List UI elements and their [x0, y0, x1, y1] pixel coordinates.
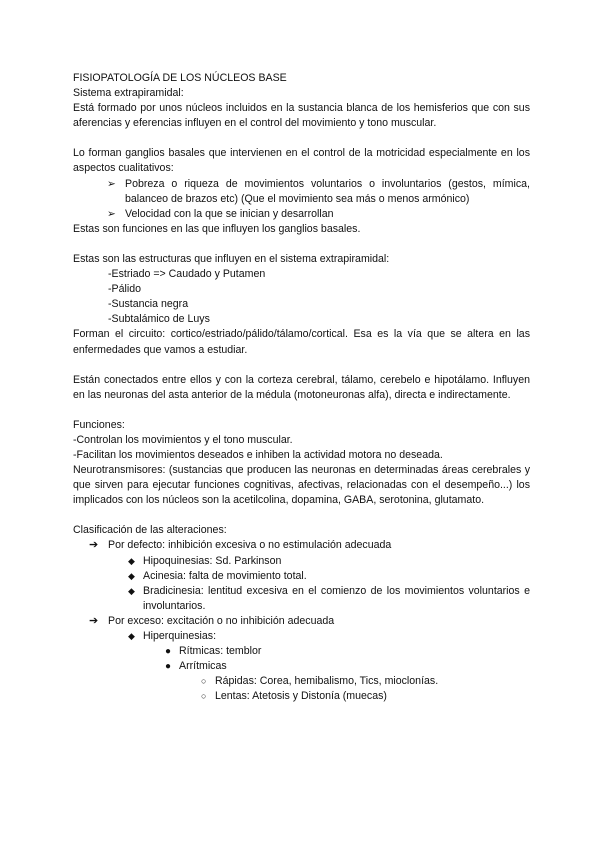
list-item: ◆ Hiperquinesias: [73, 629, 530, 644]
circuit-paragraph: Forman el circuito: cortico/estriado/pálido/tálamo/cortical. Esa es la vía que se altera en las enfermedades que vamos a estudiar. [73, 328, 530, 356]
document-content [73, 71, 530, 704]
arrowhead-bullet-icon: ➢ [107, 207, 116, 220]
arrow-bullet-icon: ➔ [89, 539, 99, 552]
functions-heading: Funciones: [73, 418, 125, 431]
structure-item: -Estriado => Caudado y Putamen [108, 268, 266, 281]
structure-item: -Pálido [108, 283, 141, 296]
circle-bullet-icon: ○ [201, 676, 207, 687]
list-item: ● Arrítmicas [73, 659, 530, 674]
classification-heading: Clasificación de las alteraciones: [73, 524, 227, 537]
structures-intro: Estas son las estructuras que influyen en el sistema extrapiramidal: [73, 252, 390, 265]
list-item: ● Rítmicas: temblor [73, 644, 530, 659]
document-title: FISIOPATOLOGÍA DE LOS NÚCLEOS BASE [73, 72, 287, 84]
diamond-bullet-icon: ◆ [128, 570, 135, 581]
dot-bullet-icon: ● [165, 646, 172, 658]
function-item: -Controlan los movimientos y el tono muscular. [73, 433, 293, 446]
structure-item: -Sustancia negra [108, 298, 189, 311]
list-item: ○ Rápidas: Corea, hemibalismo, Tics, mioclonías. [73, 674, 530, 689]
functions-note: Estas son funciones en las que influyen los ganglios basales. [73, 222, 361, 235]
list-item: ➢ Velocidad con la que se inician y desarrollan [73, 207, 530, 222]
defect-item: ➔ Por defecto: inhibición excesiva o no estimulación adecuada [73, 538, 530, 553]
neurotransmitters-paragraph: Neurotransmisores: (sustancias que producen las neuronas en determinadas áreas cerebrales y que sirven para ejecutar funciones cognitivas, afectivas, relacionadas con el desempeño...) los implicados con los núcleos son la acetilcolina, dopamina, GABA, serotonina, glutamato. [73, 464, 530, 507]
arrow-bullet-icon: ➔ [89, 614, 99, 627]
diamond-bullet-icon: ◆ [128, 631, 135, 641]
ganglia-paragraph: Lo forman ganglios basales que intervienen en el control de la motricidad especialmente en los aspectos cualitativos: [73, 147, 530, 175]
list-item: ◆ Acinesia: falta de movimiento total. [73, 569, 530, 584]
list-item: ➢ Pobreza o riqueza de movimientos voluntarios o involuntarios (gestos, mímica, balanceo de brazos etc) (Que el movimiento sea más o menos armónico) [107, 177, 530, 205]
intro-paragraph: Está formado por unos núcleos incluidos en la sustancia blanca de los hemisferios que con sus aferencias y eferencias influyen en el control del movimiento y tono muscular. [73, 102, 530, 130]
arrowhead-bullet-icon: ➢ [107, 177, 116, 190]
connections-paragraph: Están conectados entre ellos y con la corteza cerebral, tálamo, cerebelo e hipotálamo. Influyen en las neuronas del asta anterior de la médula (motoneuronas alfa), directa e indirectamente. [73, 373, 530, 401]
structure-item: -Subtalámico de Luys [108, 313, 210, 326]
list-item: ◆ Hipoquinesias: Sd. Parkinson [73, 554, 530, 569]
diamond-bullet-icon: ◆ [128, 555, 135, 566]
section-subtitle: Sistema extrapiramidal: [73, 87, 184, 100]
list-item: ○ Lentas: Atetosis y Distonía (muecas) [73, 689, 530, 704]
dot-bullet-icon: ● [165, 661, 172, 673]
excess-item: ➔ Por exceso: excitación o no inhibición adecuada [73, 614, 530, 629]
list-item: ◆ Bradicinesia: lentitud excesiva en el comienzo de los movimientos voluntarios e involuntarios. [128, 584, 530, 612]
circle-bullet-icon: ○ [201, 691, 207, 702]
function-item: -Facilitan los movimientos deseados e inhiben la actividad motora no deseada. [73, 448, 443, 461]
diamond-bullet-icon: ◆ [128, 585, 135, 596]
